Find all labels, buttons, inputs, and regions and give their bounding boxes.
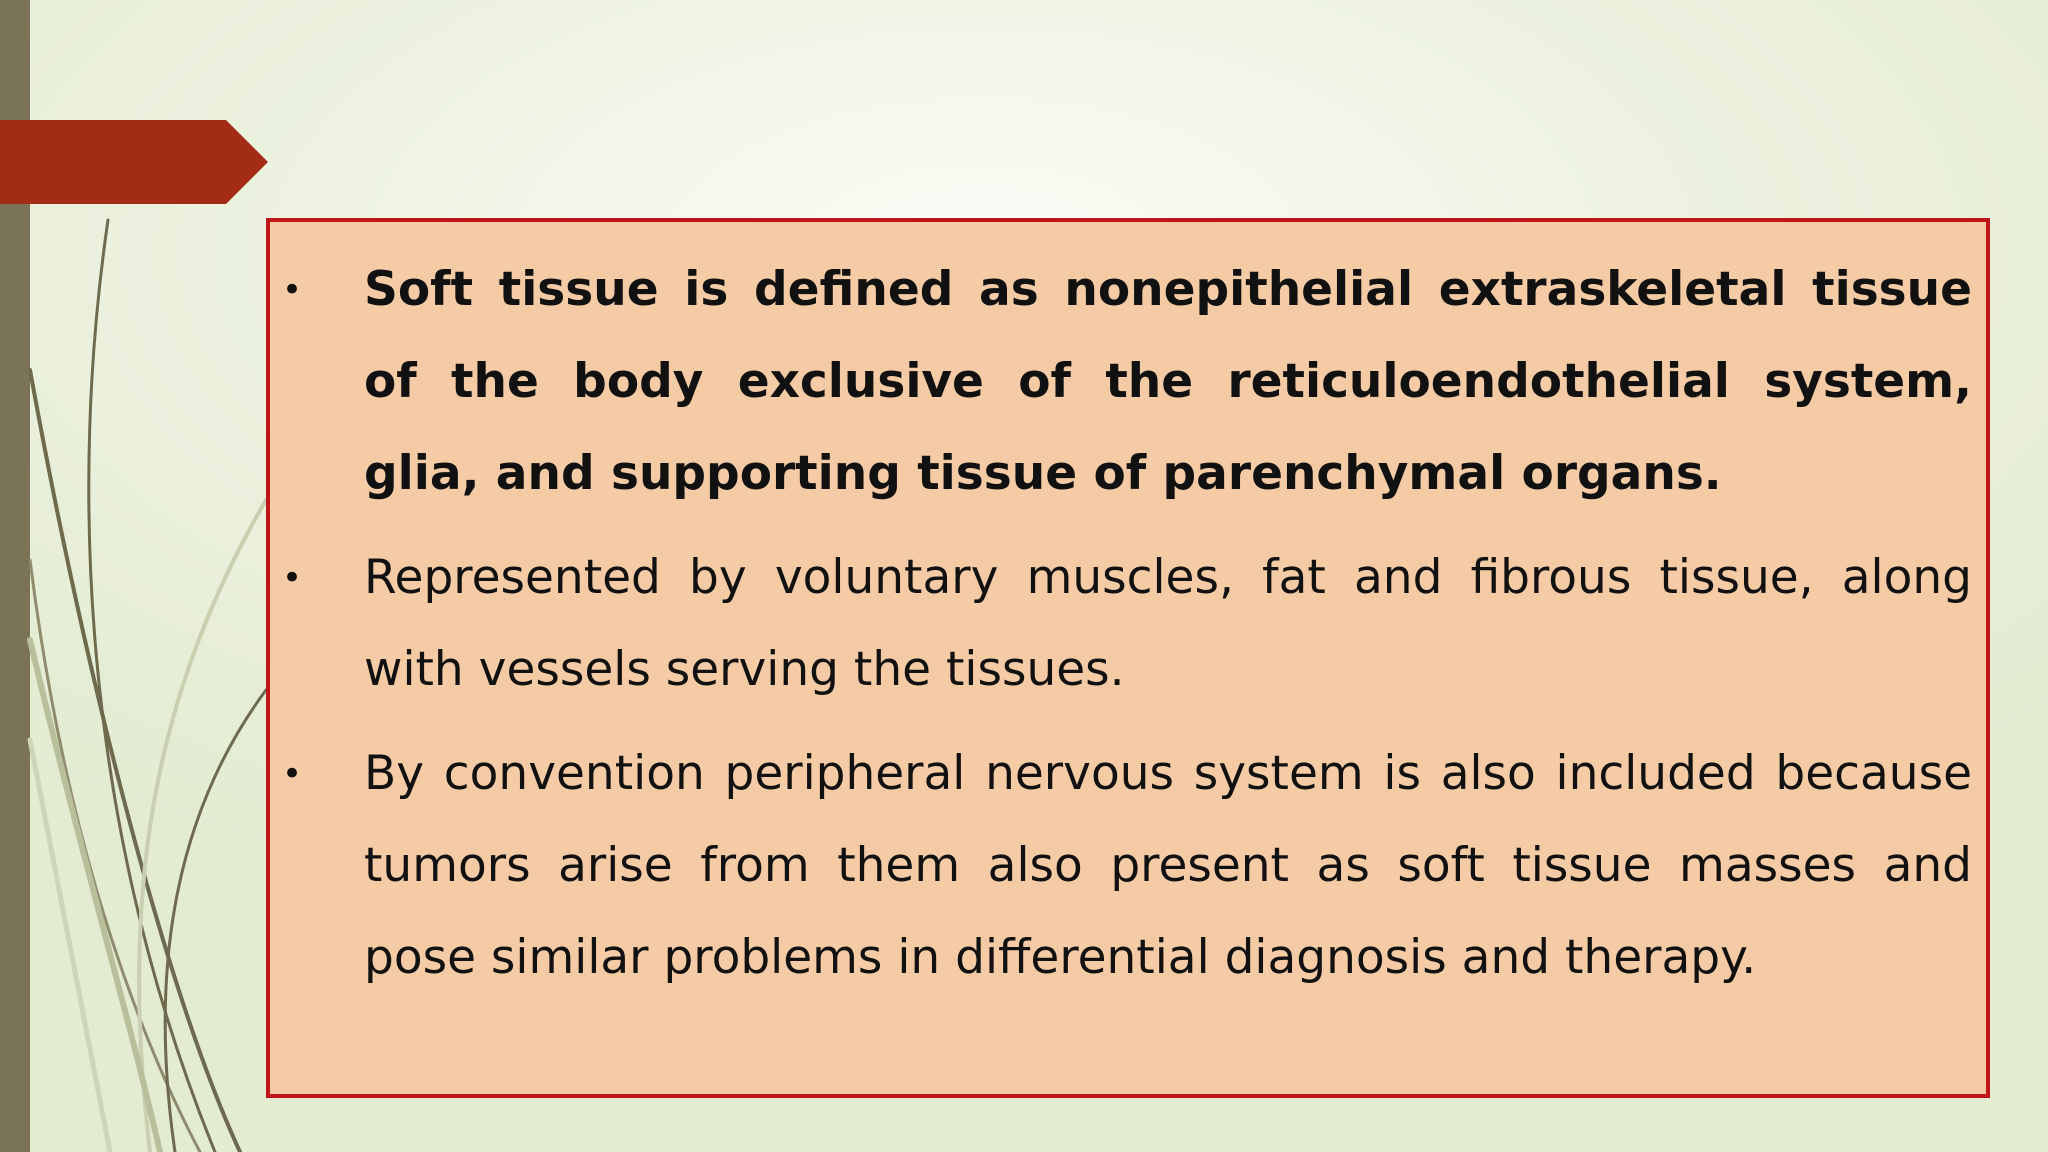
bullet-text: By convention peripheral nervous system is also included because tumors arise from them also present as soft tissue masses and pose similar problems in differential diagnosis and therapy.: [364, 746, 1972, 985]
bullet-list: [270, 244, 1986, 1016]
bullet-marker: •: [282, 754, 303, 794]
accent-arrow: [0, 120, 268, 204]
bullet-item: [270, 244, 1986, 520]
bullet-item: [270, 728, 1986, 1004]
bullet-marker: •: [282, 270, 303, 310]
bullet-text: Represented by voluntary muscles, fat and fibrous tissue, along with vessels serving the tissues.: [364, 550, 1972, 697]
decor-curve: [30, 560, 200, 1152]
decor-curve: [165, 690, 266, 1152]
content-box: [266, 218, 1990, 1098]
bullet-text: Soft tissue is defined as nonepithelial extraskeletal tissue of the body exclusive of the reticuloendothelial system, glia, and supporting tissue of parenchymal organs.: [364, 262, 1972, 501]
bullet-marker: •: [282, 558, 303, 598]
bullet-item: [270, 532, 1986, 716]
decor-curve: [89, 220, 215, 1152]
